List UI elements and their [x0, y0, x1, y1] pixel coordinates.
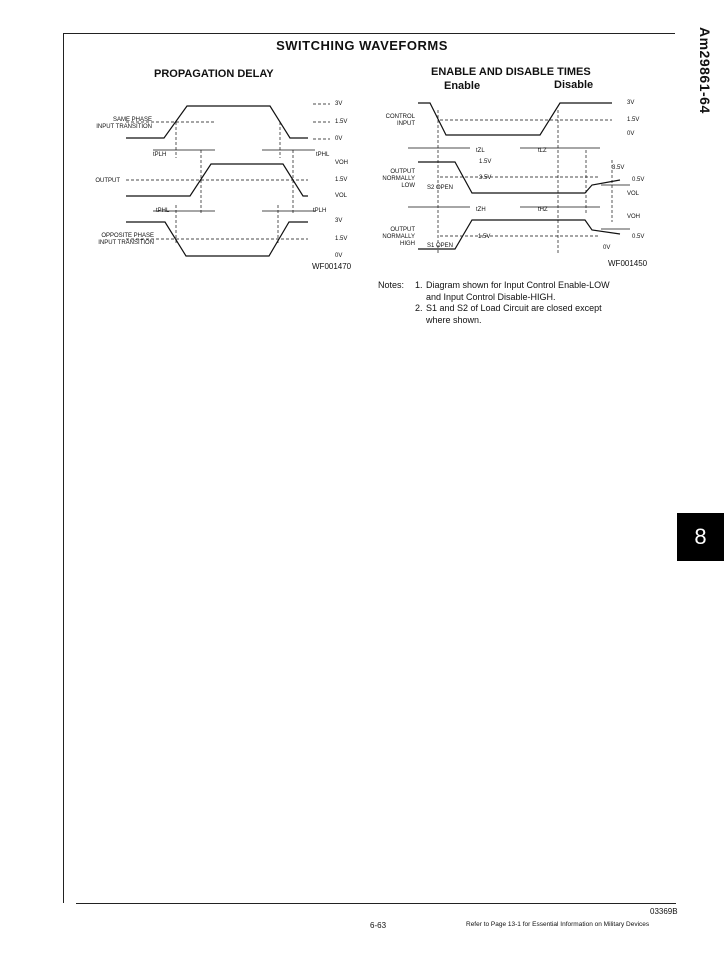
output-low-label: OUTPUT NORMALLY LOW: [382, 169, 415, 189]
note-1-line-1: Diagram shown for Input Control Enable-LOW: [426, 280, 610, 290]
level-3v-opp: 3V: [335, 218, 343, 224]
level-voh: VOH: [335, 160, 349, 166]
note-1-line-2: and Input Control Disable-HIGH.: [426, 291, 556, 302]
tphl-label: tPHL: [316, 152, 330, 158]
tphl-label-2: tPHL: [156, 208, 170, 214]
level-1-5v: 1.5V: [335, 119, 348, 125]
disable-label: Disable: [554, 79, 594, 91]
prop-figure-id: WF001470: [312, 262, 352, 271]
ed-3-5v-label: 3.5V: [479, 175, 492, 181]
control-input-label: CONTROL INPUT: [385, 114, 415, 127]
tplh-label: tPLH: [153, 152, 167, 158]
ed-level-0-5v-a: 0.5V: [632, 177, 645, 183]
control-input-waveform: [418, 103, 612, 135]
page-number: 6-63: [370, 921, 387, 930]
enable-label: Enable: [444, 80, 481, 92]
ed-level-3-5v: 3.5V: [612, 165, 625, 171]
level-1-5v-out: 1.5V: [335, 177, 348, 183]
opposite-phase-label: OPPOSITE PHASE INPUT TRANSITION: [98, 233, 154, 246]
tzl-label: tZL: [476, 148, 485, 154]
refer-note: Refer to Page 13-1 for Essential Information on Military Devices: [466, 921, 650, 928]
note-2-line-2: where shown.: [426, 314, 482, 325]
ed-level-0v-b: 0V: [603, 245, 611, 251]
section-tab: 8: [677, 513, 724, 561]
level-0v-opp: 0V: [335, 253, 343, 259]
output-high-label: OUTPUT NORMALLY HIGH: [382, 227, 415, 247]
tzh-label: tZH: [476, 207, 486, 213]
ed-figure-id: WF001450: [608, 259, 648, 268]
output-label: OUTPUT: [95, 178, 120, 184]
ed-level-voh: VOH: [627, 214, 641, 220]
tlz-label: tLZ: [538, 148, 547, 154]
level-1-5v-opp: 1.5V: [335, 236, 348, 242]
thz-label: tHZ: [538, 207, 548, 213]
ed-level-0v: 0V: [627, 131, 635, 137]
level-3v: 3V: [335, 101, 343, 107]
level-0v: 0V: [335, 136, 343, 142]
doc-number: 03369B: [650, 907, 678, 916]
note-2-line-1: S1 and S2 of Load Circuit are closed except: [426, 303, 602, 313]
notes-label: Notes:: [378, 280, 405, 290]
ed-1-5v-high: 1.5V: [478, 234, 491, 240]
side-title: Am29861-64: [697, 27, 713, 114]
s1-open-label: S1 OPEN: [427, 243, 454, 249]
ed-level-1-5v: 1.5V: [627, 117, 640, 123]
note-2-number: 2.: [415, 303, 423, 313]
level-vol: VOL: [335, 193, 348, 199]
notes-block: [378, 280, 610, 326]
ed-level-3v: 3V: [627, 100, 635, 106]
prop-delay-heading: PROPAGATION DELAY: [154, 68, 274, 80]
ed-level-0-5v-b: 0.5V: [632, 234, 645, 240]
s2-open-label: S2 OPEN: [427, 185, 454, 191]
tplh-label-2: tPLH: [313, 208, 327, 214]
note-1-number: 1.: [415, 280, 423, 290]
ed-1-5v-low: 1.5V: [479, 159, 492, 165]
ed-level-vol: VOL: [627, 191, 640, 197]
same-phase-label: SAME PHASE INPUT TRANSITION: [96, 117, 152, 130]
enable-disable-heading: ENABLE AND DISABLE TIMES: [431, 66, 591, 78]
page-title: SWITCHING WAVEFORMS: [276, 38, 448, 53]
